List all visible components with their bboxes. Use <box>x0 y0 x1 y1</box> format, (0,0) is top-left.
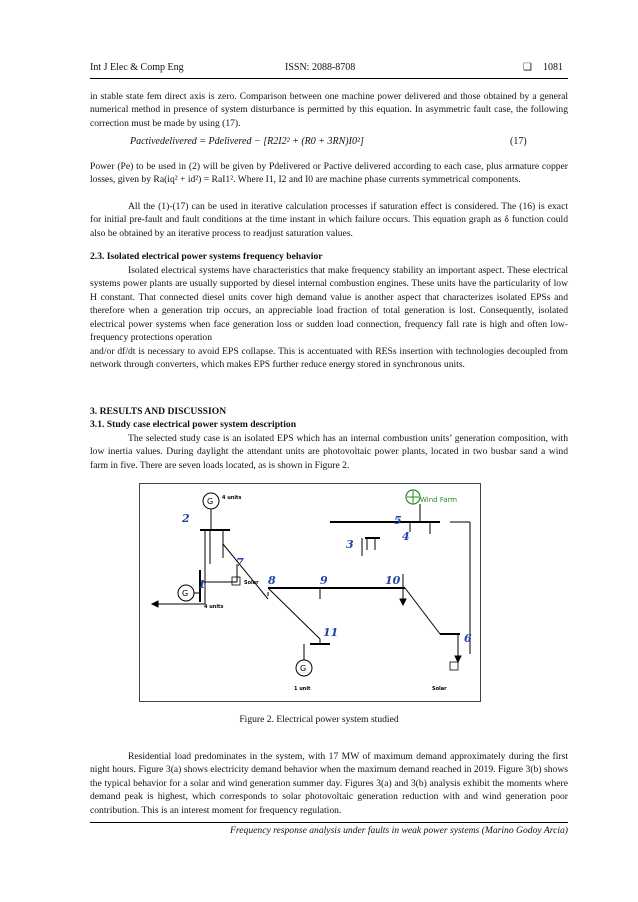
bus-9: 9 <box>320 574 328 587</box>
bus-1: 1 <box>198 578 206 591</box>
paragraph-3: All the (1)-(17) can be used in iterative calculation processes if saturation effect is considered. The (16) is exact for initial pre-fault and fault conditions at the time instant in which failure occurs. This equation graph as δ function could also be obtained by an iterative process to readjust saturation values. <box>90 201 568 239</box>
bus-6: 6 <box>464 632 472 645</box>
paragraph-5: The selected study case is an isolated EPS which has an internal combustion units’ generation composition, with low inertia values. During daylight the attendant units are photovoltaic power plants, located in two busbar sand a wind farm in five. There are seven loads located, as is shown in Figure 2. <box>90 433 568 471</box>
paragraph-2: Power (Pe) to be used in (2) will be given by Pdelivered or Pactive delivered according to each case, plus armature copper losses, given by Ra(iq² + id²) = RaI1². Where I1, I2 and I0 are machine phase currents symmetrical components. <box>90 161 568 186</box>
units-1: 1 unit <box>294 686 311 692</box>
page-header <box>90 62 568 76</box>
bus-8: 8 <box>268 574 276 587</box>
section-3-heading: 3. RESULTS AND DISCUSSION <box>90 406 227 417</box>
header-rule <box>90 78 568 79</box>
solar-label-b: Solar <box>432 686 447 692</box>
units-4-left: 4 units <box>204 604 224 610</box>
wind-farm-label: Wind Farm <box>420 496 458 504</box>
journal-name: Int J Elec & Comp Eng <box>90 62 184 73</box>
bus-2: 2 <box>182 512 190 525</box>
bus-7: 7 <box>236 556 244 569</box>
section-3-1-heading: 3.1. Study case electrical power system description <box>90 419 297 430</box>
paragraph-6: Residential load predominates in the system, with 17 MW of maximum demand approximately during the first night hours. Figure 3(a) shows electricity demand behavior when the maximum demand reached in 2019. Figure 3(b) shows the typical behavior for a solar and wind generation summer day. Figures 3(a) and 3(b) analysis exhibit the moments where demand peak is highest, which corresponds to solar photovoltaic generation reduction with and wind generation poor contribution. This is an interest moment for frequency regulation. <box>90 751 568 816</box>
gen-11-symbol: G <box>300 664 307 673</box>
bus-11: 11 <box>323 626 339 639</box>
paragraph-4: Isolated electrical systems have characteristics that make frequency stability an important aspect. These electrical systems power plants are usually supported by diesel internal combustion engines. These units have the particularity of low H constant. That connected diesel units cover high demand value is another aspect that characterizes isolated EPSs and therefore when a generation trip occurs, an appreciable load fraction of total generation is lost. Consequently, isolated electrical power systems when face generation loss or sudden load connection, frequency fall rate is high and often low-frequency protections operation <box>90 265 568 344</box>
bus-3: 3 <box>346 538 354 551</box>
paragraph-1: in stable state fem direct axis is zero. Comparison between one machine power delivered and those obtained by a general numerical method in presence of system disturbance is permitted by this equation. In asymmetric fault case, the following correction must be made by using (17). <box>90 91 568 129</box>
page-number: 1081 <box>543 62 563 73</box>
paragraph-4b: and/or df/dt is necessary to avoid EPS collapse. This is accentuated with RESs insertion with technologies decoupled from network through converters, which makes EPS further reduce energy stored in synchronous units. <box>90 346 568 371</box>
solar-label-a: Solar <box>244 580 259 586</box>
bus-10: 10 <box>385 574 401 587</box>
issn: ISSN: 2088-8708 <box>285 62 356 73</box>
bus-5: 5 <box>394 514 402 527</box>
units-4-top: 4 units <box>222 495 242 501</box>
bus-4: 4 <box>402 530 410 543</box>
equation-17: Pactivedelivered = Pdelivered − [R2I2² + (R0 + 3RN)I0²] <box>130 136 364 147</box>
footer-rule <box>90 822 568 823</box>
equation-number: (17) <box>510 136 527 147</box>
power-system-diagram <box>139 483 481 702</box>
section-2-3-heading: 2.3. Isolated electrical power systems frequency behavior <box>90 251 323 262</box>
figure-caption: Figure 2. Electrical power system studied <box>239 714 399 725</box>
checkbox-glyph: ❑ <box>523 62 532 73</box>
diagram-svg <box>140 484 480 701</box>
gen-left-symbol: G <box>182 589 189 598</box>
page-footer: Frequency response analysis under faults in weak power systems (Marino Godoy Arcia) <box>230 825 568 836</box>
gen-top-symbol: G <box>207 497 214 506</box>
